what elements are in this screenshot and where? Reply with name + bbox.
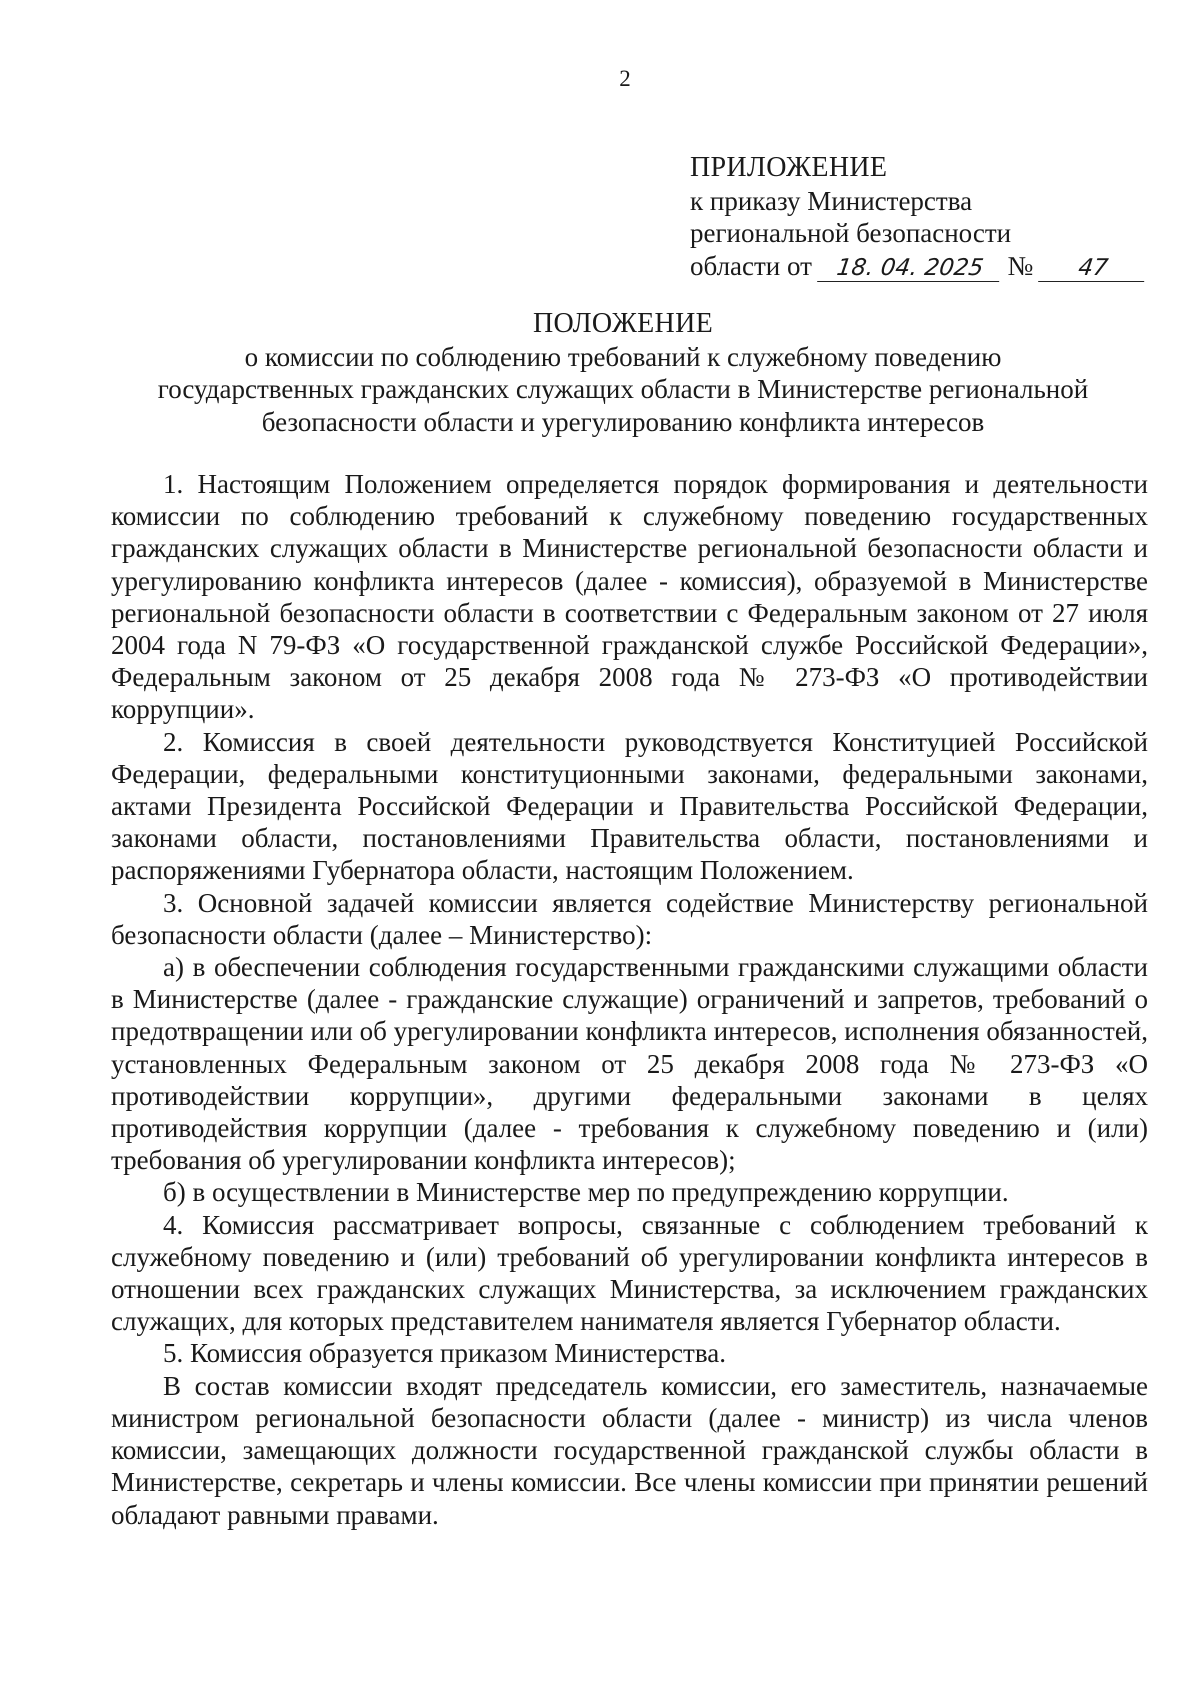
document-subtitle-line: государственных гражданских служащих области в Министерстве региональной — [157, 374, 1089, 404]
document-subtitle-line: о комиссии по соблюдению требований к служебному поведению — [244, 341, 1002, 372]
page-number: 2 — [619, 66, 631, 91]
appendix-line-1: к приказу Министерства — [690, 185, 973, 216]
paragraph-3: 3. Основной задачей комиссии является содействие Министерству региональной безопасности области (далее – Министерство): — [111, 887, 1148, 950]
paragraph-4: 4. Комиссия рассматривает вопросы, связанные с соблюдением требований к служебному поведению и (или) требований об урегулировании конфликта интересов в отношении всех гражданских служащих Министерства, за исключением гражданских служащих, для которых представителем нанимателя является Губернатор области. — [111, 1209, 1148, 1337]
document-body — [111, 468, 1148, 1531]
paragraph-5: 5. Комиссия образуется приказом Министерства. — [163, 1338, 726, 1369]
appendix-line-2: региональной безопасности — [690, 218, 1012, 248]
paragraph-1: 1. Настоящим Положением определяется порядок формирования и деятельности комиссии по соблюдению требований к служебному поведению государственных гражданских служащих области в Министерстве региональной безопасности области и урегулированию конфликта интересов (далее - комиссия), образуемой в Министерстве региональной безопасности области в соответствии с Федеральным законом от 27 июля 2004 года N 79-ФЗ «О государственной гражданской службе Российской Федерации», Федеральным законом от 25 декабря 2008 года № 273-ФЗ «О противодействии коррупции». — [111, 469, 1148, 725]
document-title: ПОЛОЖЕНИЕ — [533, 308, 713, 339]
appendix-heading: ПРИЛОЖЕНИЕ — [690, 152, 888, 183]
paragraph-3b: б) в осуществлении в Министерстве мер по предупреждению коррупции. — [163, 1177, 1009, 1208]
document-subtitle-line: безопасности области и урегулированию конфликта интересов — [261, 406, 985, 437]
paragraph-2: 2. Комиссия в своей деятельности руководствуется Конституцией Российской Федерации, федеральными конституционными законами, федеральными законами, актами Президента Российской Федерации и Правительства Российской Федерации, законами области, постановлениями Правительства области, постановлениями и распоряжениями Губернатора области, настоящим Положением. — [111, 726, 1148, 886]
paragraph-5-composition: В состав комиссии входят председатель комиссии, его заместитель, назначаемые министром региональной безопасности области (далее - министр) из числа членов комиссии, замещающих должности государственной гражданской службы области в Министерстве, секретарь и члены комиссии. Все члены комиссии при принятии решений обладают равными правами. — [111, 1370, 1148, 1530]
appendix-date-prefix: области от — [690, 250, 812, 281]
handwritten-order-number: 47 — [1038, 255, 1148, 282]
handwritten-date: 18. 04. 2025 — [817, 255, 1003, 282]
paragraph-3a: а) в обеспечении соблюдения государственными гражданскими служащими области в Министерстве (далее - гражданские служащие) ограничений и запретов, требований о предотвращении или об урегулировании конфликта интересов, исполнения обязанностей, установленных Федеральным законом от 25 декабря 2008 года № 273-ФЗ «О противодействии коррупции», другими федеральными законами в целях противодействия коррупции (далее - требования к служебному поведению и (или) требования об урегулировании конфликта интересов); — [111, 952, 1148, 1176]
appendix-date-line — [690, 250, 1160, 283]
number-sign: № — [1007, 250, 1034, 281]
document-title-block — [118, 308, 1128, 438]
appendix-block — [690, 152, 1160, 282]
